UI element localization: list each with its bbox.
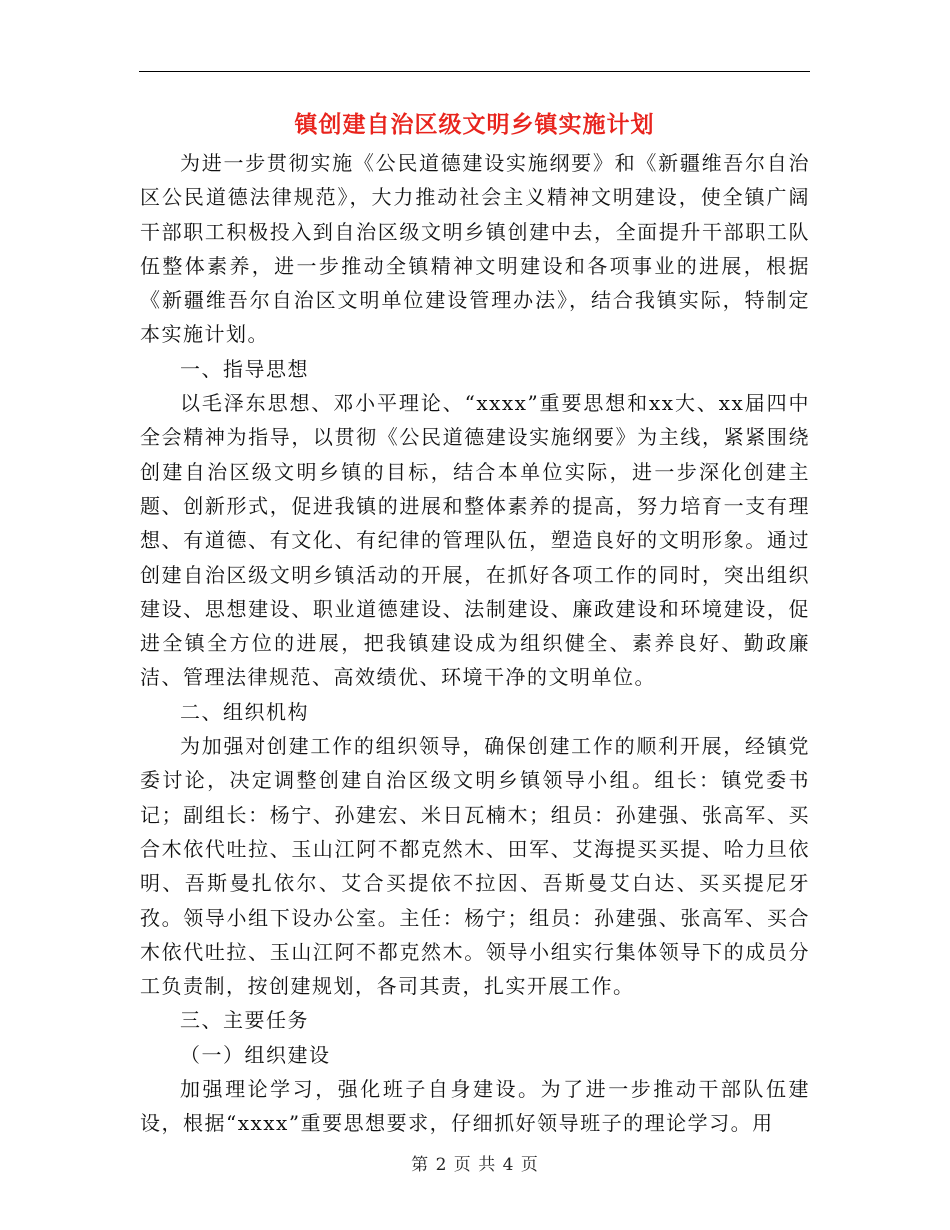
page-number: 第 2 页 共 4 页 [411,1155,539,1175]
subsection-heading-organization-building: （一）组织建设 [180,1042,331,1067]
section-heading-organization: 二、组织机构 [180,699,309,724]
intro-paragraph: 为进一步贯彻实施《公民道德建设实施纲要》和《新疆维吾尔自治区公民道德法律规范》，大力推动社会主义精神文明建设，使全镇广阔干部职工积极投入到自治区级文明乡镇创建中去，全面提升干部职工队伍整体素养，进一步推动全镇精神文明建设和各项事业的进展，根据《新疆维吾尔自治区文明单位建设管理办法》，结合我镇实际，特制定本实施计划。 [140,151,810,347]
guiding-ideology-paragraph: 以毛泽东思想、邓小平理论、“xxxx”重要思想和xx大、xx届四中全会精神为指导，以贯彻《公民道德建设实施纲要》为主线，紧紧围绕创建自治区级文明乡镇的目标，结合本单位实际，进一步深化创建主题、创新形式，促进我镇的进展和整体素养的提高，努力培育一支有理想、有道德、有文化、有纪律的管理队伍，塑造良好的文明形象。通过创建自治区级文明乡镇活动的开展，在抓好各项工作的同时，突出组织建设、思想建设、职业道德建设、法制建设、廉政建设和环境建设，促进全镇全方位的进展，把我镇建设成为组织健全、素养良好、勤政廉洁、管理法律规范、高效绩优、环境干净的文明单位。 [140,391,810,690]
organization-building-paragraph: 加强理论学习，强化班子自身建设。为了进一步推动干部队伍建设，根据“xxxx”重要思想要求，仔细抓好领导班子的理论学习。用 [140,1077,810,1136]
header-rule [139,71,810,72]
document-body [140,146,810,1141]
organization-paragraph: 为加强对创建工作的组织领导，确保创建工作的顺利开展，经镇党委讨论，决定调整创建自治区级文明乡镇领导小组。组长：镇党委书记；副组长：杨宁、孙建宏、米日瓦楠木；组员：孙建强、张高军、买合木依代吐拉、玉山江阿不都克然木、田军、艾海提买买提、哈力旦依明、吾斯曼扎依尔、艾合买提依不拉因、吾斯曼艾白达、买买提尼牙孜。领导小组下设办公室。主任：杨宁；组员：孙建强、张高军、买合木依代吐拉、玉山江阿不都克然木。领导小组实行集体领导下的成员分工负责制，按创建规划，各司其责，扎实开展工作。 [140,734,810,999]
document-title: 镇创建自治区级文明乡镇实施计划 [294,111,655,138]
section-heading-main-tasks: 三、主要任务 [180,1008,309,1033]
section-heading-guiding-ideology: 一、指导思想 [180,356,309,381]
